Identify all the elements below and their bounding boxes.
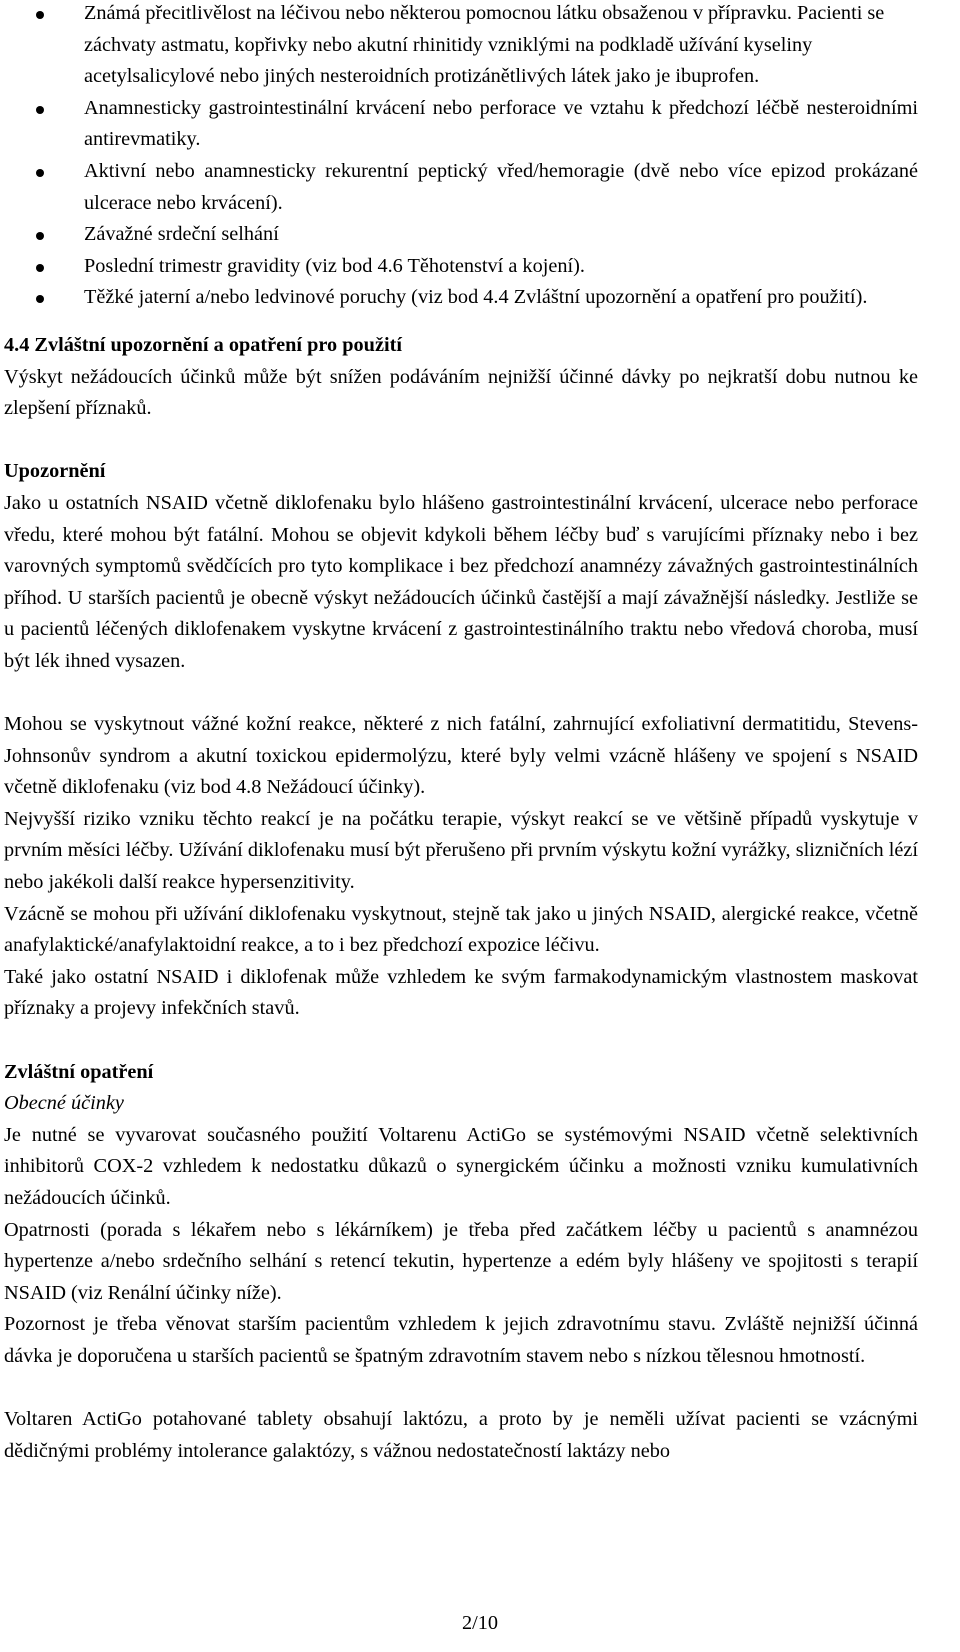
warnings-paragraph: Vzácně se mohou při užívání diklofenaku vyskytnout, stejně tak jako u jiných NSAID, alergické reakce, včetně anafylaktické/anafylaktoidní reakce, a to i bez předchozí expozice léčivu. xyxy=(4,902,918,957)
bullet-icon xyxy=(36,264,44,272)
page-number: 2/10 xyxy=(461,1612,499,1634)
warnings-paragraph: Nejvyšší riziko vzniku těchto reakcí je na počátku terapie, výskyt reakcí se ve většině případů vyskytuje v prvním měsíci léčby. Užívání diklofenaku musí být přerušeno při prvním výskytu kožní vyrážky, slizničních lézí nebo jakékoli další reakce hypersenzitivity. xyxy=(4,807,918,894)
list-item xyxy=(4,156,918,219)
special-precautions-heading: Zvláštní opatření xyxy=(4,1060,154,1083)
bullet-icon xyxy=(36,11,44,19)
contraindications-list xyxy=(4,0,918,314)
bullet-icon xyxy=(36,295,44,303)
list-item xyxy=(4,251,918,283)
precautions-paragraph: Je nutné se vyvarovat současného použití Voltarenu ActiGo se systémovými NSAID včetně selektivních inhibitorů COX-2 vzhledem k nedostatku důkazů o synergickém účinku a možnosti vzniku kumulativních nežádoucích účinků. xyxy=(4,1123,918,1209)
list-item-text: Anamnesticky gastrointestinální krvácení nebo perforace ve vztahu k předchozí léčbě nesteroidními antirevmatiky. xyxy=(84,96,918,151)
list-item xyxy=(4,219,918,251)
document-page xyxy=(4,0,918,1467)
bullet-icon xyxy=(36,169,44,177)
bullet-icon xyxy=(36,232,44,240)
list-item xyxy=(4,282,918,314)
list-item-text: Poslední trimestr gravidity (viz bod 4.6 Těhotenství a kojení). xyxy=(84,254,585,277)
general-effects-subheading: Obecné účinky xyxy=(4,1092,124,1115)
precautions-paragraph: Pozornost je třeba věnovat starším pacientům vzhledem k jejich zdravotnímu stavu. Zvláště nejnižší účinná dávka je doporučena u starších pacientů se špatným zdravotním stavem nebo s nízkou tělesnou hmotností. xyxy=(4,1313,918,1367)
warnings-paragraph: Mohou se vyskytnout vážné kožní reakce, některé z nich fatální, zahrnující exfoliativní dermatitidu, Stevens-Johnsonův syndrom a akutní toxickou epidermolýzu, které byly velmi vzácně hlášeny ve spojení s NSAID včetně diklofenaku (viz bod 4.8 Nežádoucí účinky). xyxy=(4,713,918,799)
warnings-heading: Upozornění xyxy=(4,460,106,483)
warnings-paragraph: Jako u ostatních NSAID včetně diklofenaku bylo hlášeno gastrointestinální krvácení, ulcerace nebo perforace vředu, které mohou být fatální. Mohou se objevit kdykoli během léčby buď s varujícími příznaky nebo i bez varovných symptomů svědčících pro tyto komplikace i bez předchozí anamnézy závažných gastrointestinálních příhod. U starších pacientů je obecně výskyt nežádoucích účinků častější a mají závažnější následky. Jestliže se u pacientů léčených diklofenakem vyskytne krvácení z gastrointestinálního traktu nebo vředová choroba, musí být lék ihned vysazen. xyxy=(4,491,918,672)
list-item-text: Známá přecitlivělost na léčivou nebo některou pomocnou látku obsaženou v přípravku. Pacienti se záchvaty astmatu, kopřivky nebo akutní rhinitidy vzniklými na podkladě užívání kyseliny acetylsalicylové nebo jiných nesteroidních protizánětlivých látek jako je ibuprofen. xyxy=(84,2,885,88)
list-item-text: Aktivní nebo anamnesticky rekurentní peptický vřed/hemoragie (dvě nebo více epizod prokázané ulcerace nebo krvácení). xyxy=(84,159,918,214)
section-44-heading: 4.4 Zvláštní upozornění a opatření pro použití xyxy=(4,333,402,356)
list-item xyxy=(4,0,918,93)
lactose-paragraph: Voltaren ActiGo potahované tablety obsahují laktózu, a proto by je neměli užívat pacienti se vzácnými dědičnými problémy intolerance galaktózy, s vážnou nedostatečností laktázy nebo xyxy=(4,1408,918,1462)
list-item-text: Těžké jaterní a/nebo ledvinové poruchy (viz bod 4.4 Zvláštní upozornění a opatření pro použití). xyxy=(84,286,868,309)
bullet-icon xyxy=(36,106,44,114)
section-44-intro: Výskyt nežádoucích účinků může být snížen podáváním nejnižší účinné dávky po nejkratší dobu nutnou ke zlepšení příznaků. xyxy=(4,365,918,420)
list-item xyxy=(4,93,918,156)
warnings-paragraph: Také jako ostatní NSAID i diklofenak může vzhledem ke svým farmakodynamickým vlastnostem maskovat příznaky a projevy infekčních stavů. xyxy=(4,965,918,1020)
list-item-text: Závažné srdeční selhání xyxy=(84,223,279,246)
precautions-paragraph: Opatrnosti (porada s lékařem nebo s lékárníkem) je třeba před začátkem léčby u pacientů s anamnézou hypertenze a/nebo srdečního selhání s retencí tekutin, hypertenze a edém byly hlášeny ve spojitosti s terapií NSAID (viz Renální účinky níže). xyxy=(4,1218,918,1304)
